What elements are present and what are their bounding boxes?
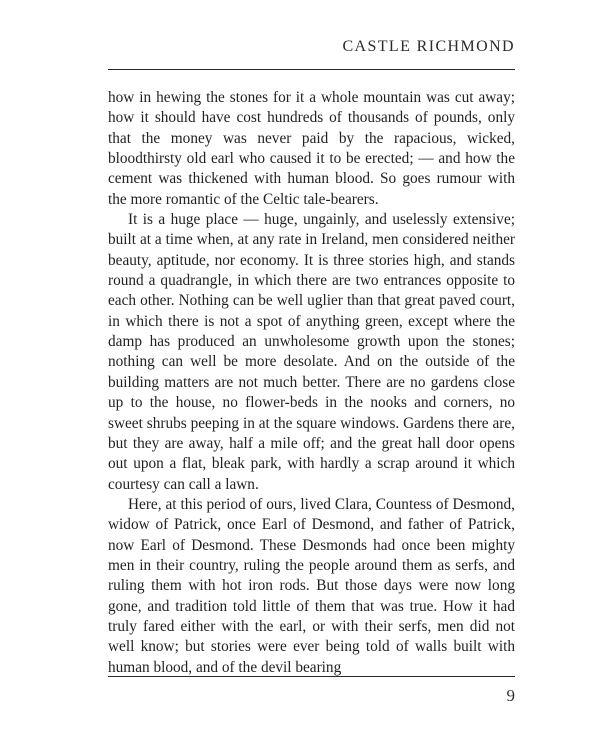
footer-rule — [108, 676, 515, 677]
paragraph-1: how in hewing the stones for it a whole mountain was cut away; how it should have cost hundreds of thousands of pounds, only that the money was never paid by the rapacious, wicked, bloodthirsty old earl who caused it to be erected; — and how the cement was thickened with human blood. So goes rumour with the more romantic of the Celtic tale-bearers. — [108, 89, 515, 208]
page-number: 9 — [506, 686, 515, 705]
paragraph-3: Here, at this period of ours, lived Clara, Countess of Desmond, widow of Patrick, once Earl of Desmond, and father of Patrick, now Earl of Desmond. These Desmonds had once been mighty men in their country, ruling the people around them as serfs, and ruling them with hot iron rods. But those days were now long gone, and tradition told little of them that was true. How it had truly fared either with the earl, or with their serfs, men did not well know; but stories were ever being told of walls built with human blood, and of the devil bearing — [108, 495, 515, 676]
body-text — [108, 88, 515, 678]
running-header: CASTLE RICHMOND — [342, 38, 515, 55]
header-rule — [108, 69, 515, 70]
paragraph-2: It is a huge place — huge, ungainly, and uselessly extensive; built at a time when, at any rate in Ireland, men considered neither beauty, aptitude, nor economy. It is three stories high, and stands round a quadrangle, in which there are two entrances opposite to each other. Nothing can be well uglier than that great paved court, in which there is not a spot of anything green, except where the damp has produced an unwholesome growth upon the stones; nothing can well be more desolate. And on the outside of the building matters are not much better. There are no gardens close up to the house, no flower-beds in the nooks and corners, no sweet shrubs peeping in at the square windows. Gardens there are, but they are away, half a mile off; and the great hall door opens out upon a flat, bleak park, with hardly a scrap around it which courtesy can call a lawn. — [108, 211, 515, 493]
